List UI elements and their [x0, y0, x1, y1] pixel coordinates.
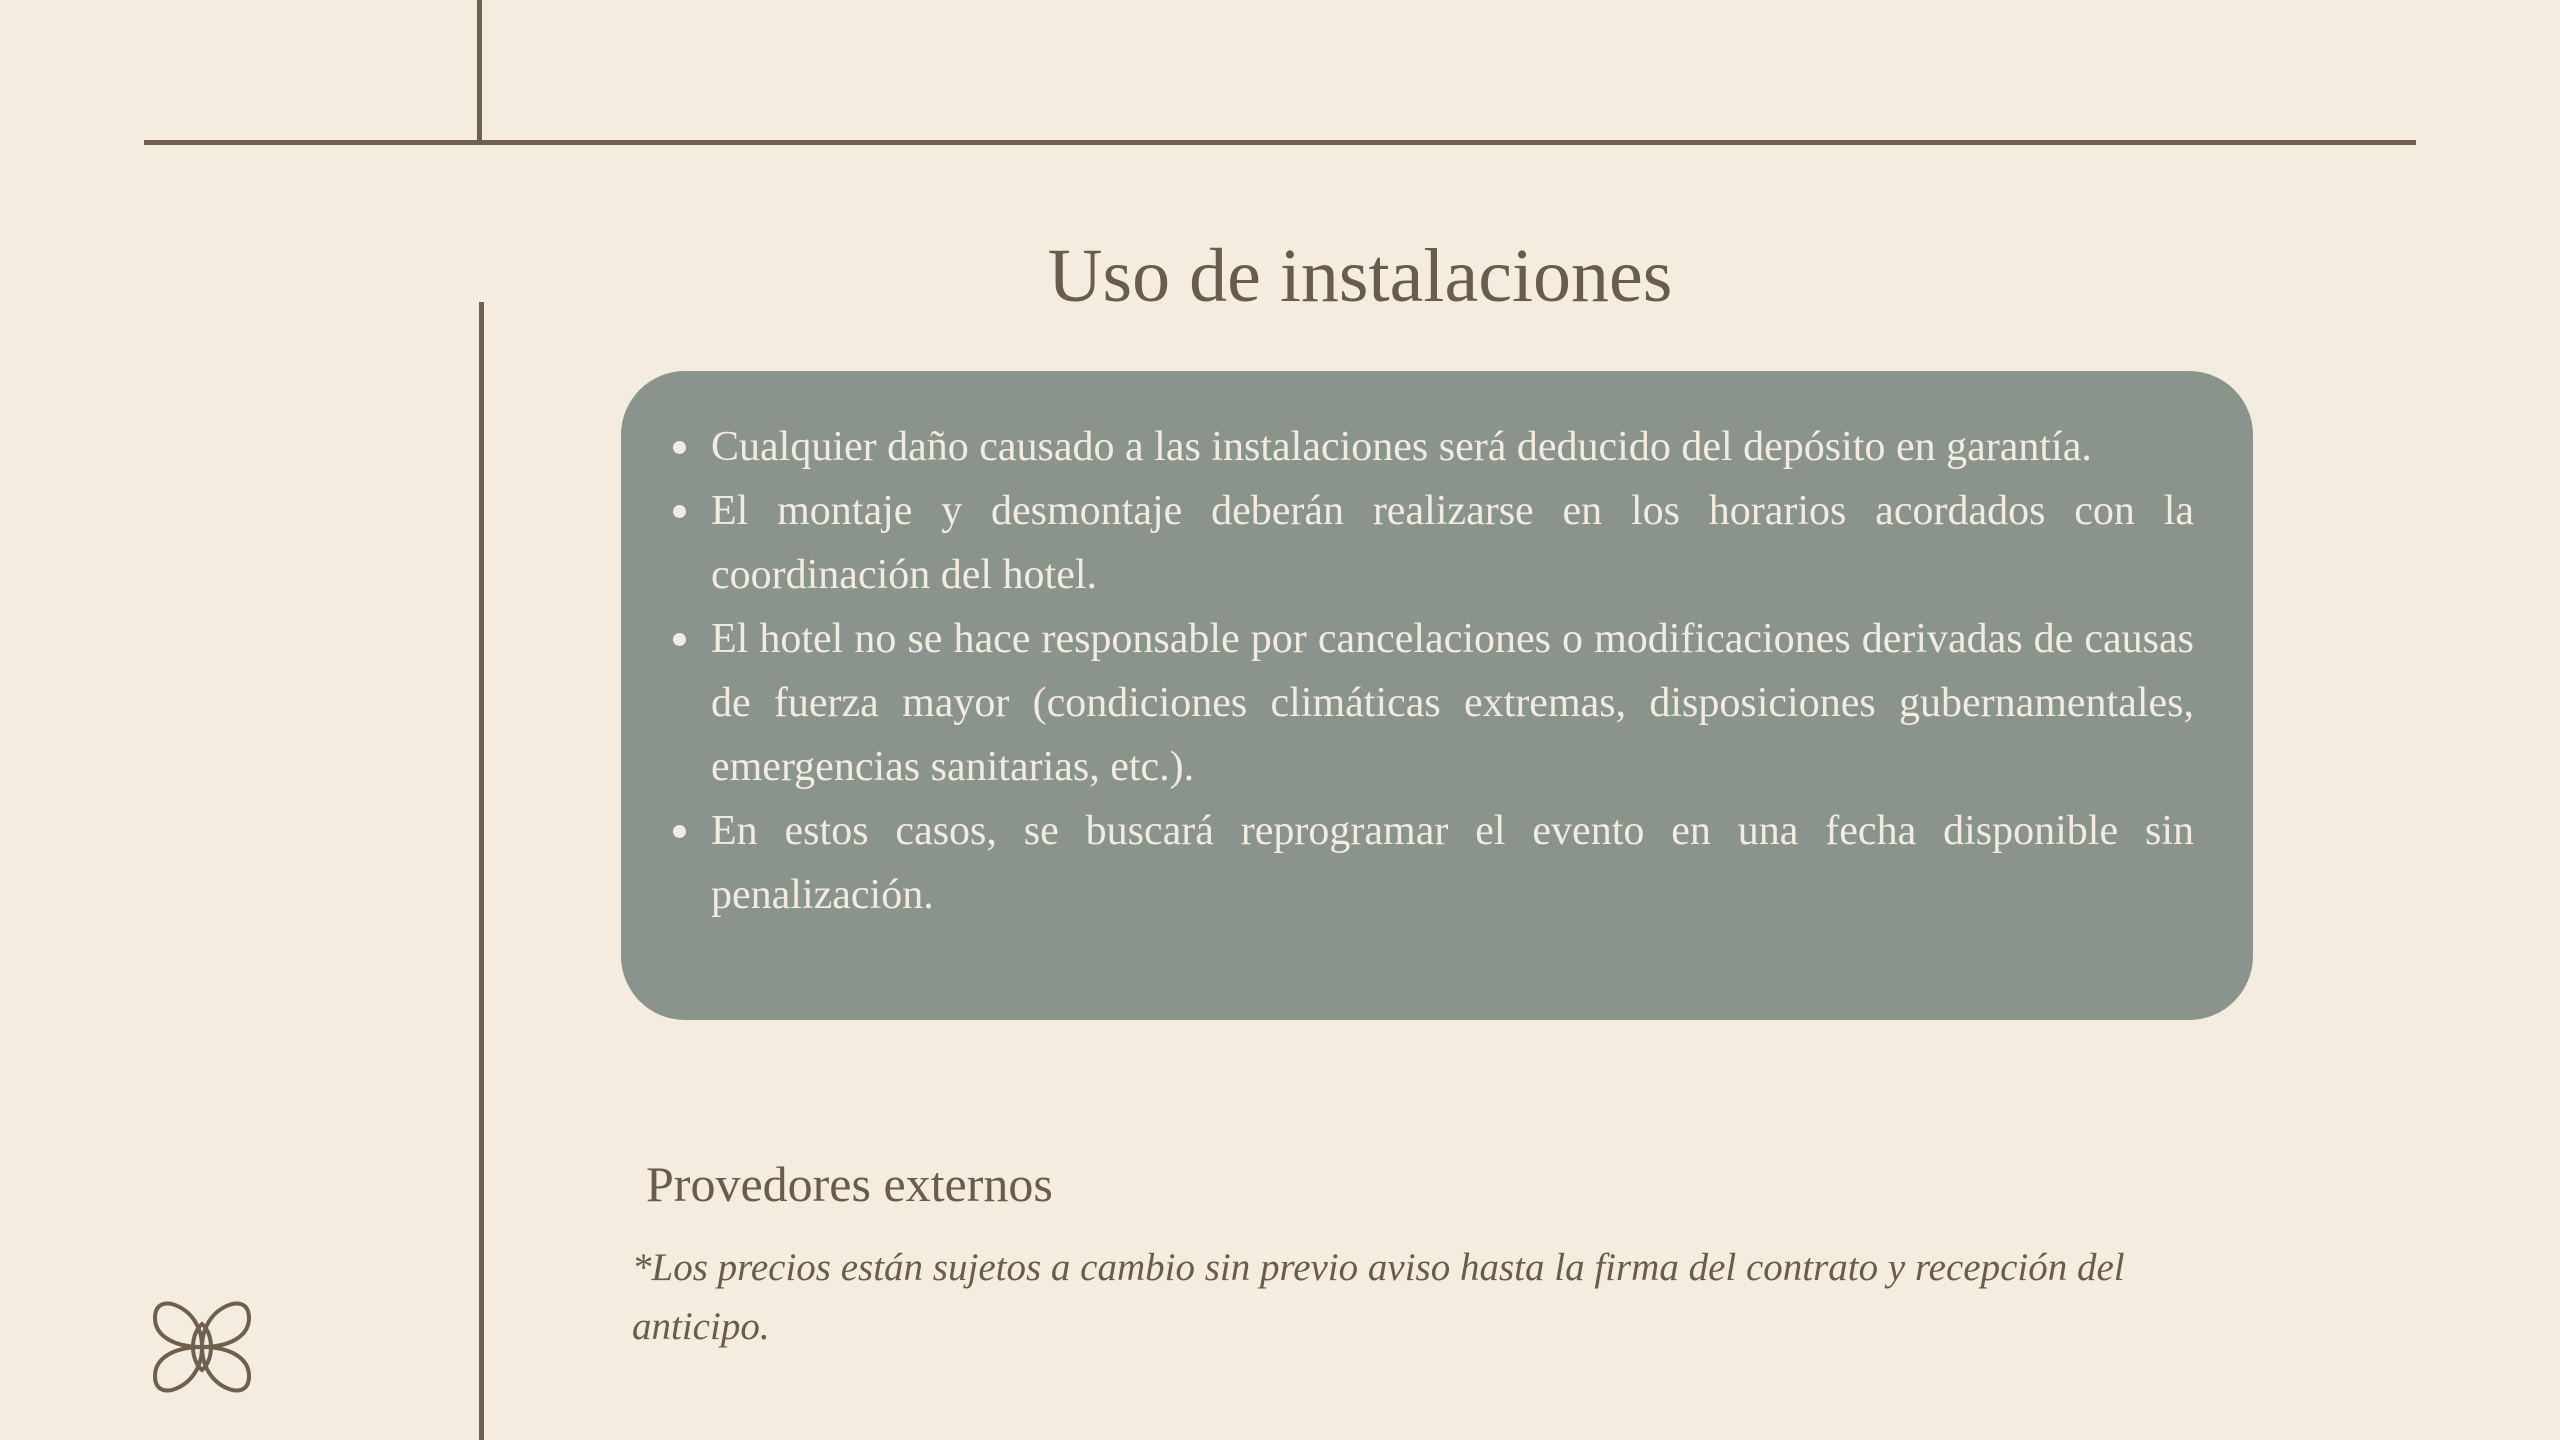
pricing-note: *Los precios están sujetos a cambio sin previo aviso hasta la firma del contrato y recepción del anticipo. — [632, 1246, 2125, 1348]
list-item-text: El hotel no se hace responsable por cancelaciones o modificaciones derivadas de causas de fuerza mayor (condiciones climáticas extremas, disposiciones gubernamentales, emergencias sanitarias, etc.). — [711, 616, 2194, 790]
four-petal-flower-icon — [150, 1298, 254, 1396]
list-item — [711, 415, 2194, 479]
list-item-text: El montaje y desmontaje deberán realizarse en los horarios acordados con la coordinación del hotel. — [711, 488, 2194, 598]
bullet-icon — [673, 441, 686, 454]
bullet-icon — [673, 505, 686, 518]
list-item — [711, 607, 2194, 799]
list-item — [711, 479, 2194, 607]
list-item-text: Cualquier daño causado a las instalaciones será deducido del depósito en garantía. — [711, 424, 2092, 470]
list-item-text: En estos casos, se buscará reprogramar el evento en una fecha disponible sin penalización. — [711, 808, 2194, 918]
page-title: Uso de instalaciones — [1047, 234, 1673, 318]
header-divider — [144, 140, 2416, 145]
rules-list — [711, 415, 2194, 927]
bullet-icon — [673, 825, 686, 838]
list-item — [711, 799, 2194, 927]
rules-card — [621, 371, 2253, 1020]
header-vertical-divider — [477, 0, 482, 142]
section-subtitle: Provedores externos — [646, 1156, 1053, 1212]
bullet-icon — [673, 633, 686, 646]
content-vertical-divider — [479, 302, 484, 1440]
